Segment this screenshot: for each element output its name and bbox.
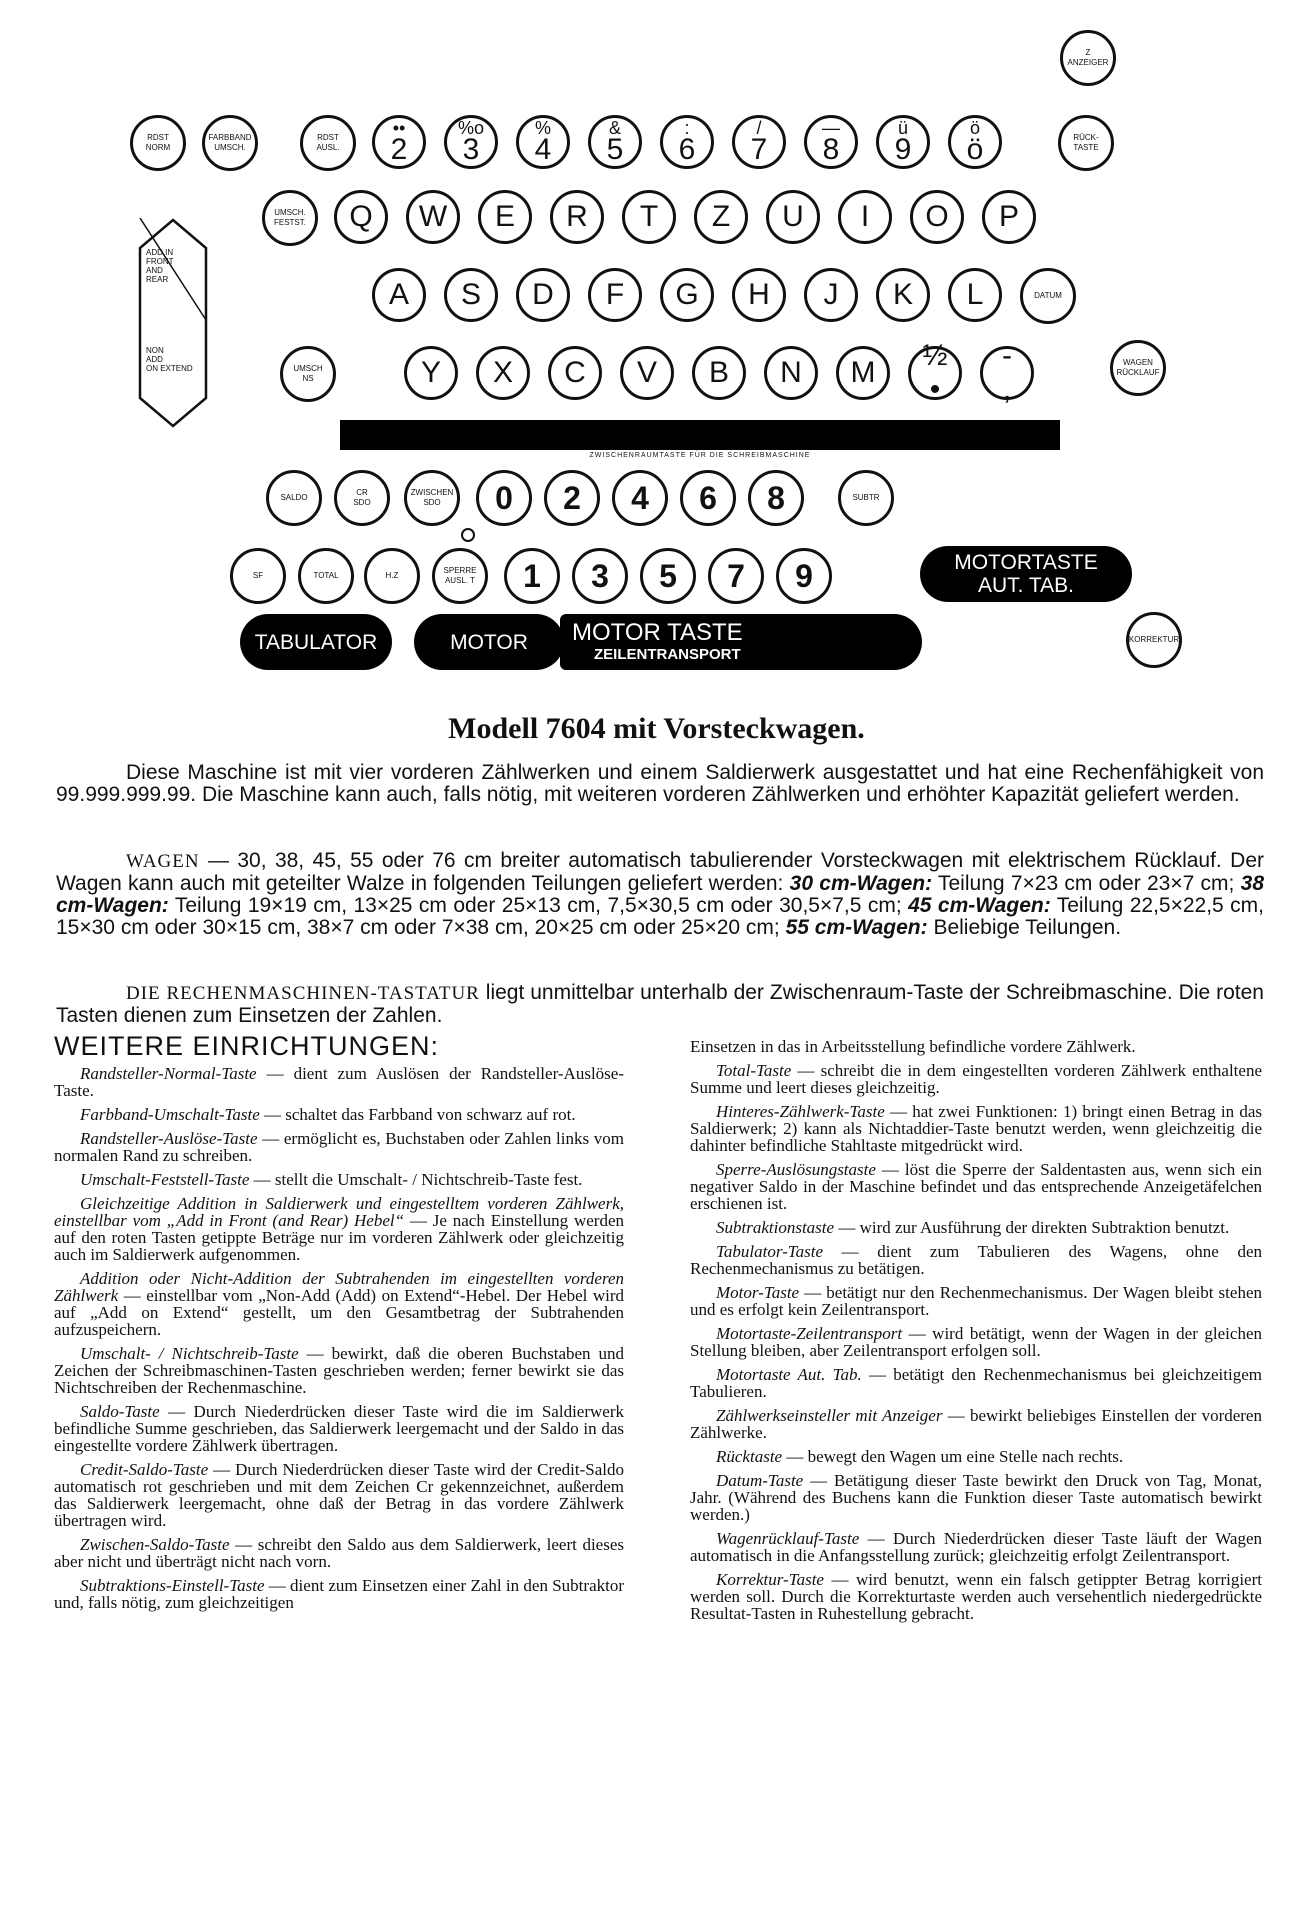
hebel-top-label: ADD IN FRONT AND REAR xyxy=(146,248,174,284)
letter-key-i[interactable]: I xyxy=(838,190,892,244)
intro-paragraph-3 xyxy=(56,982,1264,1027)
calc-function-key[interactable]: CR SDO xyxy=(334,470,390,526)
letter-key-z[interactable]: Z xyxy=(694,190,748,244)
key-lower-symbol: 6 xyxy=(678,133,696,166)
key-lower-symbol: 9 xyxy=(894,133,912,166)
calc-digit-key-0[interactable]: 0 xyxy=(476,470,532,526)
letter-key-e[interactable]: E xyxy=(478,190,532,244)
entry-term: Farbband-Umschalt-Taste xyxy=(80,1105,260,1124)
number-key-9[interactable] xyxy=(876,115,930,169)
description-entry xyxy=(54,1403,624,1454)
entry-term: Zwischen-Saldo-Taste xyxy=(80,1535,230,1554)
key-upper-symbol: & xyxy=(608,118,621,138)
entry-text: — schreibt den Saldo aus dem Saldierwerk, leert dieses aber nicht und überträgt nicht nach vorn. xyxy=(54,1535,624,1571)
entry-text: — einstellbar vom „Non-Add (Add) on Extend“-Hebel. Der Hebel wird auf „Add on Extend“ gestellt, um den Gesamtbetrag der Subtrahenden aufzuspeichern. xyxy=(54,1286,624,1339)
letter-key-2[interactable]: C xyxy=(548,346,602,400)
section-heading: WEITERE EINRICHTUNGEN: xyxy=(54,1031,440,1061)
letter-key-o[interactable]: O xyxy=(910,190,964,244)
description-entry xyxy=(690,1062,1262,1096)
spacebar-label: ZWISCHENRAUMTASTE FÜR DIE SCHREIBMASCHINE xyxy=(589,452,811,459)
description-entry xyxy=(54,1536,624,1570)
letter-key-u[interactable]: U xyxy=(766,190,820,244)
wagen-30: 30 cm-Wagen: xyxy=(789,872,933,895)
description-entry xyxy=(54,1065,624,1099)
description-entry xyxy=(690,1571,1262,1622)
number-key-2[interactable] xyxy=(372,115,426,169)
row1-function-key[interactable]: RDST AUSL. xyxy=(300,115,356,171)
page-title: Modell 7604 mit Vorsteckwagen. xyxy=(448,712,865,745)
letter-key-p[interactable]: P xyxy=(982,190,1036,244)
entry-text: — bewirkt beliebiges Einstellen der vorderen Zählwerke. xyxy=(690,1406,1262,1442)
hebel-bottom-label: NON ADD ON EXTEND xyxy=(146,346,193,373)
entry-term: Hinteres-Zählwerk-Taste xyxy=(716,1102,885,1121)
description-entry xyxy=(690,1038,1262,1055)
letter-key-j[interactable]: J xyxy=(804,268,858,322)
letter-key-r[interactable]: R xyxy=(550,190,604,244)
calc-function-key[interactable]: ZWISCHEN SDO xyxy=(404,470,460,526)
calc-digit-key-4[interactable]: 4 xyxy=(612,470,668,526)
letter-key-7[interactable]: ½ • xyxy=(908,346,962,400)
description-entry xyxy=(690,1407,1262,1441)
entry-term: Umschalt- / Nichtschreib-Taste xyxy=(80,1344,299,1363)
description-entry xyxy=(54,1345,624,1396)
description-entry xyxy=(54,1195,624,1263)
tastatur-label: DIE RECHENMASCHINEN-TASTATUR xyxy=(126,983,480,1004)
left-entry-list xyxy=(54,1065,624,1611)
letter-key-w[interactable]: W xyxy=(406,190,460,244)
number-key-3[interactable] xyxy=(444,115,498,169)
key-upper-symbol: % xyxy=(534,118,551,138)
entry-term: Umschalt-Feststell-Taste xyxy=(80,1170,250,1189)
number-key-10[interactable] xyxy=(948,115,1002,169)
number-key-8[interactable] xyxy=(804,115,858,169)
letter-key-1[interactable]: X xyxy=(476,346,530,400)
entry-text: — Durch Niederdrücken dieser Taste läuft der Wagen automatisch in die Anfangsstellung zurück; gleichzeitig erfolgt Zeilentransport. xyxy=(690,1529,1262,1565)
entry-term: Korrektur-Taste xyxy=(716,1570,824,1589)
key-lower-symbol: 8 xyxy=(822,133,840,166)
entry-text: — wird betätigt, wenn der Wagen in der gleichen Stellung bleiben, aber Zeilentransport erfolgen soll. xyxy=(690,1324,1262,1360)
letter-key-8[interactable]: - , xyxy=(980,346,1034,400)
entry-term: Randsteller-Auslöse-Taste xyxy=(80,1129,258,1148)
description-entry xyxy=(54,1577,624,1611)
entry-text: — wird benutzt, wenn ein falsch getippter Betrag korrigiert werden soll. Durch die Korrekturtaste werden auch versehentlich niedergedrückte Resultat-Tasten in Ruhestellung gebracht. xyxy=(690,1570,1262,1623)
entry-term: Datum-Taste xyxy=(716,1471,804,1490)
entry-term: Gleichzeitige Addition in Saldierwerk und eingestelltem vorderen Zählwerk, einstellbar vom „Add in Front (and Rear) Hebel“ xyxy=(54,1194,624,1230)
add-lever-plate xyxy=(138,218,208,428)
description-entry xyxy=(690,1325,1262,1359)
entry-text: — stellt die Umschalt- / Nichtschreib-Taste fest. xyxy=(249,1170,583,1189)
z-anzeiger-key[interactable]: Z ANZEIGER xyxy=(1060,30,1116,86)
calc-function-key[interactable]: TOTAL xyxy=(298,548,354,604)
entry-term: Zählwerkseinsteller mit Anzeiger xyxy=(716,1406,943,1425)
key-upper-symbol: •• xyxy=(392,118,406,138)
description-entry xyxy=(690,1472,1262,1523)
entry-text: — bewegt den Wagen um eine Stelle nach rechts. xyxy=(782,1447,1124,1466)
calc-digit-key-3[interactable]: 3 xyxy=(572,548,628,604)
entry-text: — Durch Niederdrücken dieser Taste wird der Credit-Saldo automatisch rot geschrieben und mit dem Zeichen Cr gekennzeichnet, außerdem das Saldierwerk leergemacht, ohne daß der Betrag in das vordere Zählwerk übertragen wird. xyxy=(54,1460,624,1530)
wagen-55: 55 cm-Wagen: xyxy=(785,916,928,939)
entry-text: — schreibt die in dem eingestellten vorderen Zählwerk enthaltene Summe und leert dieses gleichzeitig. xyxy=(690,1061,1262,1097)
motor-taste-label: MOTOR TASTE xyxy=(572,619,743,646)
description-entry xyxy=(54,1106,624,1123)
number-key-5[interactable] xyxy=(588,115,642,169)
wagen-text-b: Teilung 7×23 cm oder 23×7 cm; xyxy=(932,872,1241,895)
description-entry xyxy=(690,1530,1262,1564)
umsch-ns-key[interactable]: UMSCH NS xyxy=(280,346,336,402)
description-entry xyxy=(54,1130,624,1164)
datum-key[interactable]: DATUM xyxy=(1020,268,1076,324)
intro-paragraph-2 xyxy=(56,850,1264,939)
entry-text: — löst die Sperre der Saldentasten aus, wenn sich ein negativer Saldo in der Maschine befindet und das entsprechende Anzeigetäfelchen erschienen ist. xyxy=(690,1160,1262,1213)
entry-term: Total-Taste xyxy=(716,1061,792,1080)
description-entry xyxy=(690,1103,1262,1154)
key-upper-symbol: : xyxy=(684,118,690,138)
entry-text: — dient zum Tabulieren des Wagens, ohne den Rechenmechanismus zu betätigen. xyxy=(690,1242,1262,1278)
description-entry xyxy=(54,1461,624,1529)
entry-term: Randsteller-Normal-Taste xyxy=(80,1064,257,1083)
letter-key-k[interactable]: K xyxy=(876,268,930,322)
entry-term: Rücktaste xyxy=(716,1447,783,1466)
entry-term: Motor-Taste xyxy=(716,1283,800,1302)
right-column xyxy=(690,1038,1262,1629)
number-key-7[interactable] xyxy=(732,115,786,169)
calc-digit-key-6[interactable]: 6 xyxy=(680,470,736,526)
letter-key-a[interactable]: A xyxy=(372,268,426,322)
key-upper-symbol: ü xyxy=(897,118,908,138)
letter-key-h[interactable]: H xyxy=(732,268,786,322)
calc-function-key[interactable]: SF xyxy=(230,548,286,604)
left-column xyxy=(54,1031,625,1618)
wagen-38: 38 cm-Wagen: xyxy=(56,872,1265,917)
entry-term: Credit-Saldo-Taste xyxy=(80,1460,209,1479)
korrektur-key[interactable]: KORREKTUR xyxy=(1126,612,1182,668)
wagen-text-a: — 30, 38, 45, 55 oder 76 cm breiter automatisch tabulierender Vorsteckwagen mit elektrischem Rücklauf. Der Wagen kann auch mit geteilter Walze in folgenden Teilungen geliefert werden: xyxy=(56,849,1264,895)
key-lower-symbol: 3 xyxy=(462,133,480,166)
motor-key[interactable]: MOTOR xyxy=(414,614,564,670)
indicator-circle xyxy=(461,528,475,542)
letter-key-d[interactable]: D xyxy=(516,268,570,322)
entry-text: — hat zwei Funktionen: 1) bringt einen Betrag in das Saldierwerk; 2) kann als Nichtaddier-Taste benutzt werden, wenn gleichzeitig die dahinter befindliche Stahltaste mitgedrückt wird. xyxy=(690,1102,1262,1155)
entry-text: — Je nach Einstellung werden auf den roten Tasten getippte Beträge nur im vorderen Zählwerk oder gleichzeitig auch im Saldierwerk aufgenommen. xyxy=(54,1211,625,1264)
letter-key-s[interactable]: S xyxy=(444,268,498,322)
letter-key-3[interactable]: V xyxy=(620,346,674,400)
description-entry xyxy=(690,1448,1262,1465)
intro-paragraph-1: Diese Maschine ist mit vier vorderen Zählwerken und einem Saldierwerk ausgestattet und hat eine Rechenfähigkeit von 99.999.999.99. Die Maschine kann auch, falls nötig, mit weiteren vorderen Zählwerken und erhöhter Kapazität geliefert werden. xyxy=(56,761,1264,806)
description-entry xyxy=(690,1284,1262,1318)
entry-text: — Durch Niederdrücken dieser Taste wird die im Saldierwerk befindliche Summe geschrieben, das Saldierwerk leergemacht und der Saldo in das eingestellte vordere Zählwerk übertragen. xyxy=(54,1402,624,1455)
entry-text: — bewirkt, daß die oberen Buchstaben und Zeichen der Schreibmaschinen-Tasten geschrieben werden; ferner bewirkt sie das Nichtschreiben der Rechenmaschine. xyxy=(54,1344,625,1397)
entry-text: — betätigt nur den Rechenmechanismus. Der Wagen bleibt stehen und es erfolgt kein Zeilentransport. xyxy=(690,1283,1262,1319)
wagen-text-c: Teilung 19×19 cm, 13×25 cm oder 25×13 cm, 7,5×30,5 cm oder 30,5×7,5 cm; xyxy=(168,894,909,917)
entry-text: Einsetzen in das in Arbeitsstellung befindliche vordere Zählwerk. xyxy=(690,1037,1136,1056)
calc-function-key[interactable]: SPERRE AUSL. T xyxy=(432,548,488,604)
wagen-45: 45 cm-Wagen: xyxy=(908,894,1051,917)
wagen-label: WAGEN xyxy=(126,851,200,872)
letter-key-f[interactable]: F xyxy=(588,268,642,322)
wagen-ruecklauf-key[interactable]: WAGEN RÜCKLAUF xyxy=(1110,340,1166,396)
tabulator-key[interactable]: TABULATOR xyxy=(240,614,392,670)
entry-term: Addition oder Nicht-Addition der Subtrahenden im eingestellten vorderen Zählwerk xyxy=(54,1269,624,1305)
ruecktaste-key[interactable]: RÜCK- TASTE xyxy=(1058,115,1114,171)
entry-text: — dient zum Auslösen der Randsteller-Auslöse-Taste. xyxy=(54,1064,624,1100)
umsch-feststell-key[interactable]: UMSCH. FESTST. xyxy=(262,190,318,246)
calc-digit-key-5[interactable]: 5 xyxy=(640,548,696,604)
description-entry xyxy=(690,1366,1262,1400)
entry-term: Sperre-Auslösungstaste xyxy=(716,1160,876,1179)
entry-text: — dient zum Einsetzen einer Zahl in den Subtraktor und, falls nötig, zum gleichzeitigen xyxy=(54,1576,624,1612)
description-entry xyxy=(690,1219,1262,1236)
entry-term: Subtraktionstaste xyxy=(716,1218,835,1237)
description-entry xyxy=(690,1243,1262,1277)
letter-key-0[interactable]: Y xyxy=(404,346,458,400)
motor-taste-zeilentransport-key[interactable] xyxy=(560,614,922,670)
key-lower-symbol: 4 xyxy=(534,133,552,166)
entry-term: Tabulator-Taste xyxy=(716,1242,824,1261)
number-key-6[interactable] xyxy=(660,115,714,169)
wagen-text-d: Teilung 22,5×22,5 cm, 15×30 cm oder 30×15 cm, 38×7 cm oder 7×38 cm, 20×25 cm oder 25×20 cm; xyxy=(56,894,1264,939)
calc-function-key[interactable]: H.Z xyxy=(364,548,420,604)
calc-function-key[interactable]: SALDO xyxy=(266,470,322,526)
calc-digit-key-9[interactable]: 9 xyxy=(776,548,832,604)
letter-key-l[interactable]: L xyxy=(948,268,1002,322)
subtr-key[interactable]: SUBTR xyxy=(838,470,894,526)
key-upper-symbol: — xyxy=(822,118,840,138)
key-lower-symbol: 7 xyxy=(750,133,768,166)
key-upper-symbol: ö xyxy=(969,118,980,138)
key-lower-symbol: ö xyxy=(966,133,984,166)
calc-digit-key-1[interactable]: 1 xyxy=(504,548,560,604)
row1-function-key[interactable]: RDST NORM xyxy=(130,115,186,171)
letter-key-6[interactable]: M xyxy=(836,346,890,400)
zeilentransport-label: ZEILENTRANSPORT xyxy=(594,646,741,663)
entry-text: — wird zur Ausführung der direkten Subtraktion benutzt. xyxy=(834,1218,1230,1237)
entry-text: — Betätigung dieser Taste bewirkt den Druck von Tag, Monat, Jahr. (Während des Buchens kann die Funktion dieser Taste automatisch bewirkt werden.) xyxy=(690,1471,1262,1524)
entry-term: Subtraktions-Einstell-Taste xyxy=(80,1576,265,1595)
key-lower-symbol: 2 xyxy=(390,133,408,166)
letter-key-q[interactable]: Q xyxy=(334,190,388,244)
key-lower-symbol: 5 xyxy=(606,133,624,166)
motortaste-aut-tab-key[interactable]: MOTORTASTE AUT. TAB. xyxy=(920,546,1132,602)
entry-term: Motortaste Aut. Tab. xyxy=(716,1365,862,1384)
description-entry xyxy=(54,1270,624,1338)
key-upper-symbol: %o xyxy=(457,118,484,138)
letter-key-4[interactable]: B xyxy=(692,346,746,400)
key-upper-symbol: / xyxy=(756,118,762,138)
entry-text: — ermöglicht es, Buchstaben oder Zahlen links vom normalen Rand zu schreiben. xyxy=(54,1129,624,1165)
letter-key-5[interactable]: N xyxy=(764,346,818,400)
calc-digit-key-2[interactable]: 2 xyxy=(544,470,600,526)
number-key-4[interactable] xyxy=(516,115,570,169)
row1-function-key[interactable]: FARBBAND UMSCH. xyxy=(202,115,258,171)
entry-term: Motortaste-Zeilentransport xyxy=(716,1324,903,1343)
description-entry xyxy=(690,1161,1262,1212)
calc-digit-key-7[interactable]: 7 xyxy=(708,548,764,604)
right-entry-list xyxy=(690,1038,1262,1622)
wagen-text-e: Beliebige Teilungen. xyxy=(927,916,1122,939)
tastatur-text: liegt unmittelbar unterhalb der Zwischenraum-Taste der Schreibmaschine. Die roten Tasten dienen zum Einsetzen der Zahlen. xyxy=(56,981,1264,1027)
entry-text: — schaltet das Farbband von schwarz auf rot. xyxy=(259,1105,576,1124)
spacebar[interactable] xyxy=(340,420,1060,450)
entry-text: — betätigt den Rechenmechanismus bei gleichzeitigem Tabulieren. xyxy=(690,1365,1262,1401)
letter-key-g[interactable]: G xyxy=(660,268,714,322)
description-entry xyxy=(54,1171,624,1188)
calc-digit-key-8[interactable]: 8 xyxy=(748,470,804,526)
entry-term: Wagenrücklauf-Taste xyxy=(716,1529,860,1548)
entry-term: Saldo-Taste xyxy=(80,1402,160,1421)
letter-key-t[interactable]: T xyxy=(622,190,676,244)
